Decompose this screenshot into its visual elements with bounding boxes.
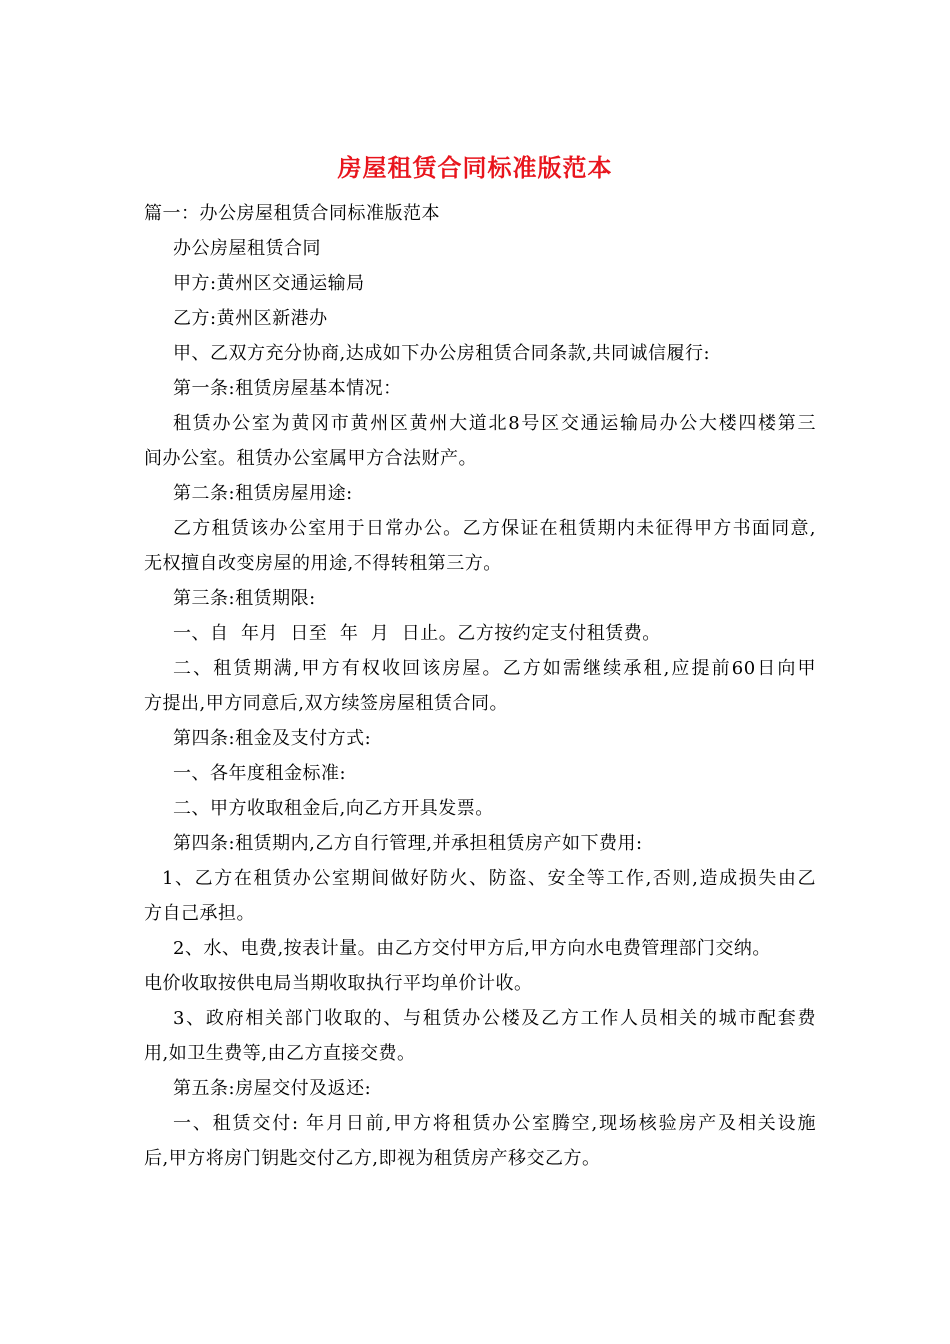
paragraph-line: 3、政府相关部门收取的、与租赁办公楼及乙方工作人员相关的城市配套费 xyxy=(173,1008,816,1029)
paragraph-line: 1、乙方在租赁办公室期间做好防火、防盗、安全等工作,否则,造成损失由乙 xyxy=(162,868,816,889)
paragraph-line: 2、水、电费,按表计量。由乙方交付甲方后,甲方向水电费管理部门交纳。 xyxy=(173,938,771,959)
paragraph-line: 乙方租赁该办公室用于日常办公。乙方保证在租赁期内未征得甲方书面同意, xyxy=(173,518,816,539)
paragraph-line: 间办公室。租赁办公室属甲方合法财产。 xyxy=(144,448,477,469)
document-title: 房屋租赁合同标准版范本 xyxy=(337,153,613,182)
article-1-heading: 第一条:租赁房屋基本情况： xyxy=(173,378,402,399)
party-a: 甲方:黄州区交通运输局 xyxy=(173,273,365,294)
article-4-heading: 第四条:租金及支付方式: xyxy=(173,728,372,749)
paragraph-line: 二、租赁期满,甲方有权收回该房屋。乙方如需继续承租,应提前60日向甲 xyxy=(173,658,816,679)
paragraph-line: 一、自 年月 日至 年 月 日止。乙方按约定支付租赁费。 xyxy=(173,623,661,644)
article-5-heading: 第五条:房屋交付及返还: xyxy=(173,1078,372,1099)
paragraph-line: 用,如卫生费等,由乙方直接交费。 xyxy=(144,1043,416,1064)
party-b: 乙方:黄州区新港办 xyxy=(173,308,328,329)
preamble: 甲、乙双方充分协商,达成如下办公房租赁合同条款,共同诚信履行: xyxy=(173,343,711,364)
document-body xyxy=(144,196,816,1176)
paragraph-line: 租赁办公室为黄冈市黄州区黄州大道北8号区交通运输局办公大楼四楼第三 xyxy=(173,413,816,434)
article-3-heading: 第三条:租赁期限: xyxy=(173,588,316,609)
paragraph-line: 一、各年度租金标准: xyxy=(173,763,347,784)
article-2-heading: 第二条:租赁房屋用途: xyxy=(173,483,353,504)
paragraph-line: 一、租赁交付: 年月日前,甲方将租赁办公室腾空,现场核验房产及相关设施 xyxy=(173,1113,816,1134)
paragraph-line: 方自己承担。 xyxy=(144,903,255,924)
paragraph-line: 电价收取按供电局当期收取执行平均单价计收。 xyxy=(144,973,533,994)
paragraph-line: 方提出,甲方同意后,双方续签房屋租赁合同。 xyxy=(144,693,508,714)
article-4b-heading: 第四条:租赁期内,乙方自行管理,并承担租赁房产如下费用: xyxy=(173,833,643,854)
paragraph-line: 二、甲方收取租金后,向乙方开具发票。 xyxy=(173,798,494,819)
contract-name: 办公房屋租赁合同 xyxy=(173,238,321,259)
paragraph-line: 无权擅自改变房屋的用途,不得转租第三方。 xyxy=(144,553,502,574)
paragraph-line: 后,甲方将房门钥匙交付乙方,即视为租赁房产移交乙方。 xyxy=(144,1148,601,1169)
section-heading: 篇一：办公房屋租赁合同标准版范本 xyxy=(144,203,440,224)
